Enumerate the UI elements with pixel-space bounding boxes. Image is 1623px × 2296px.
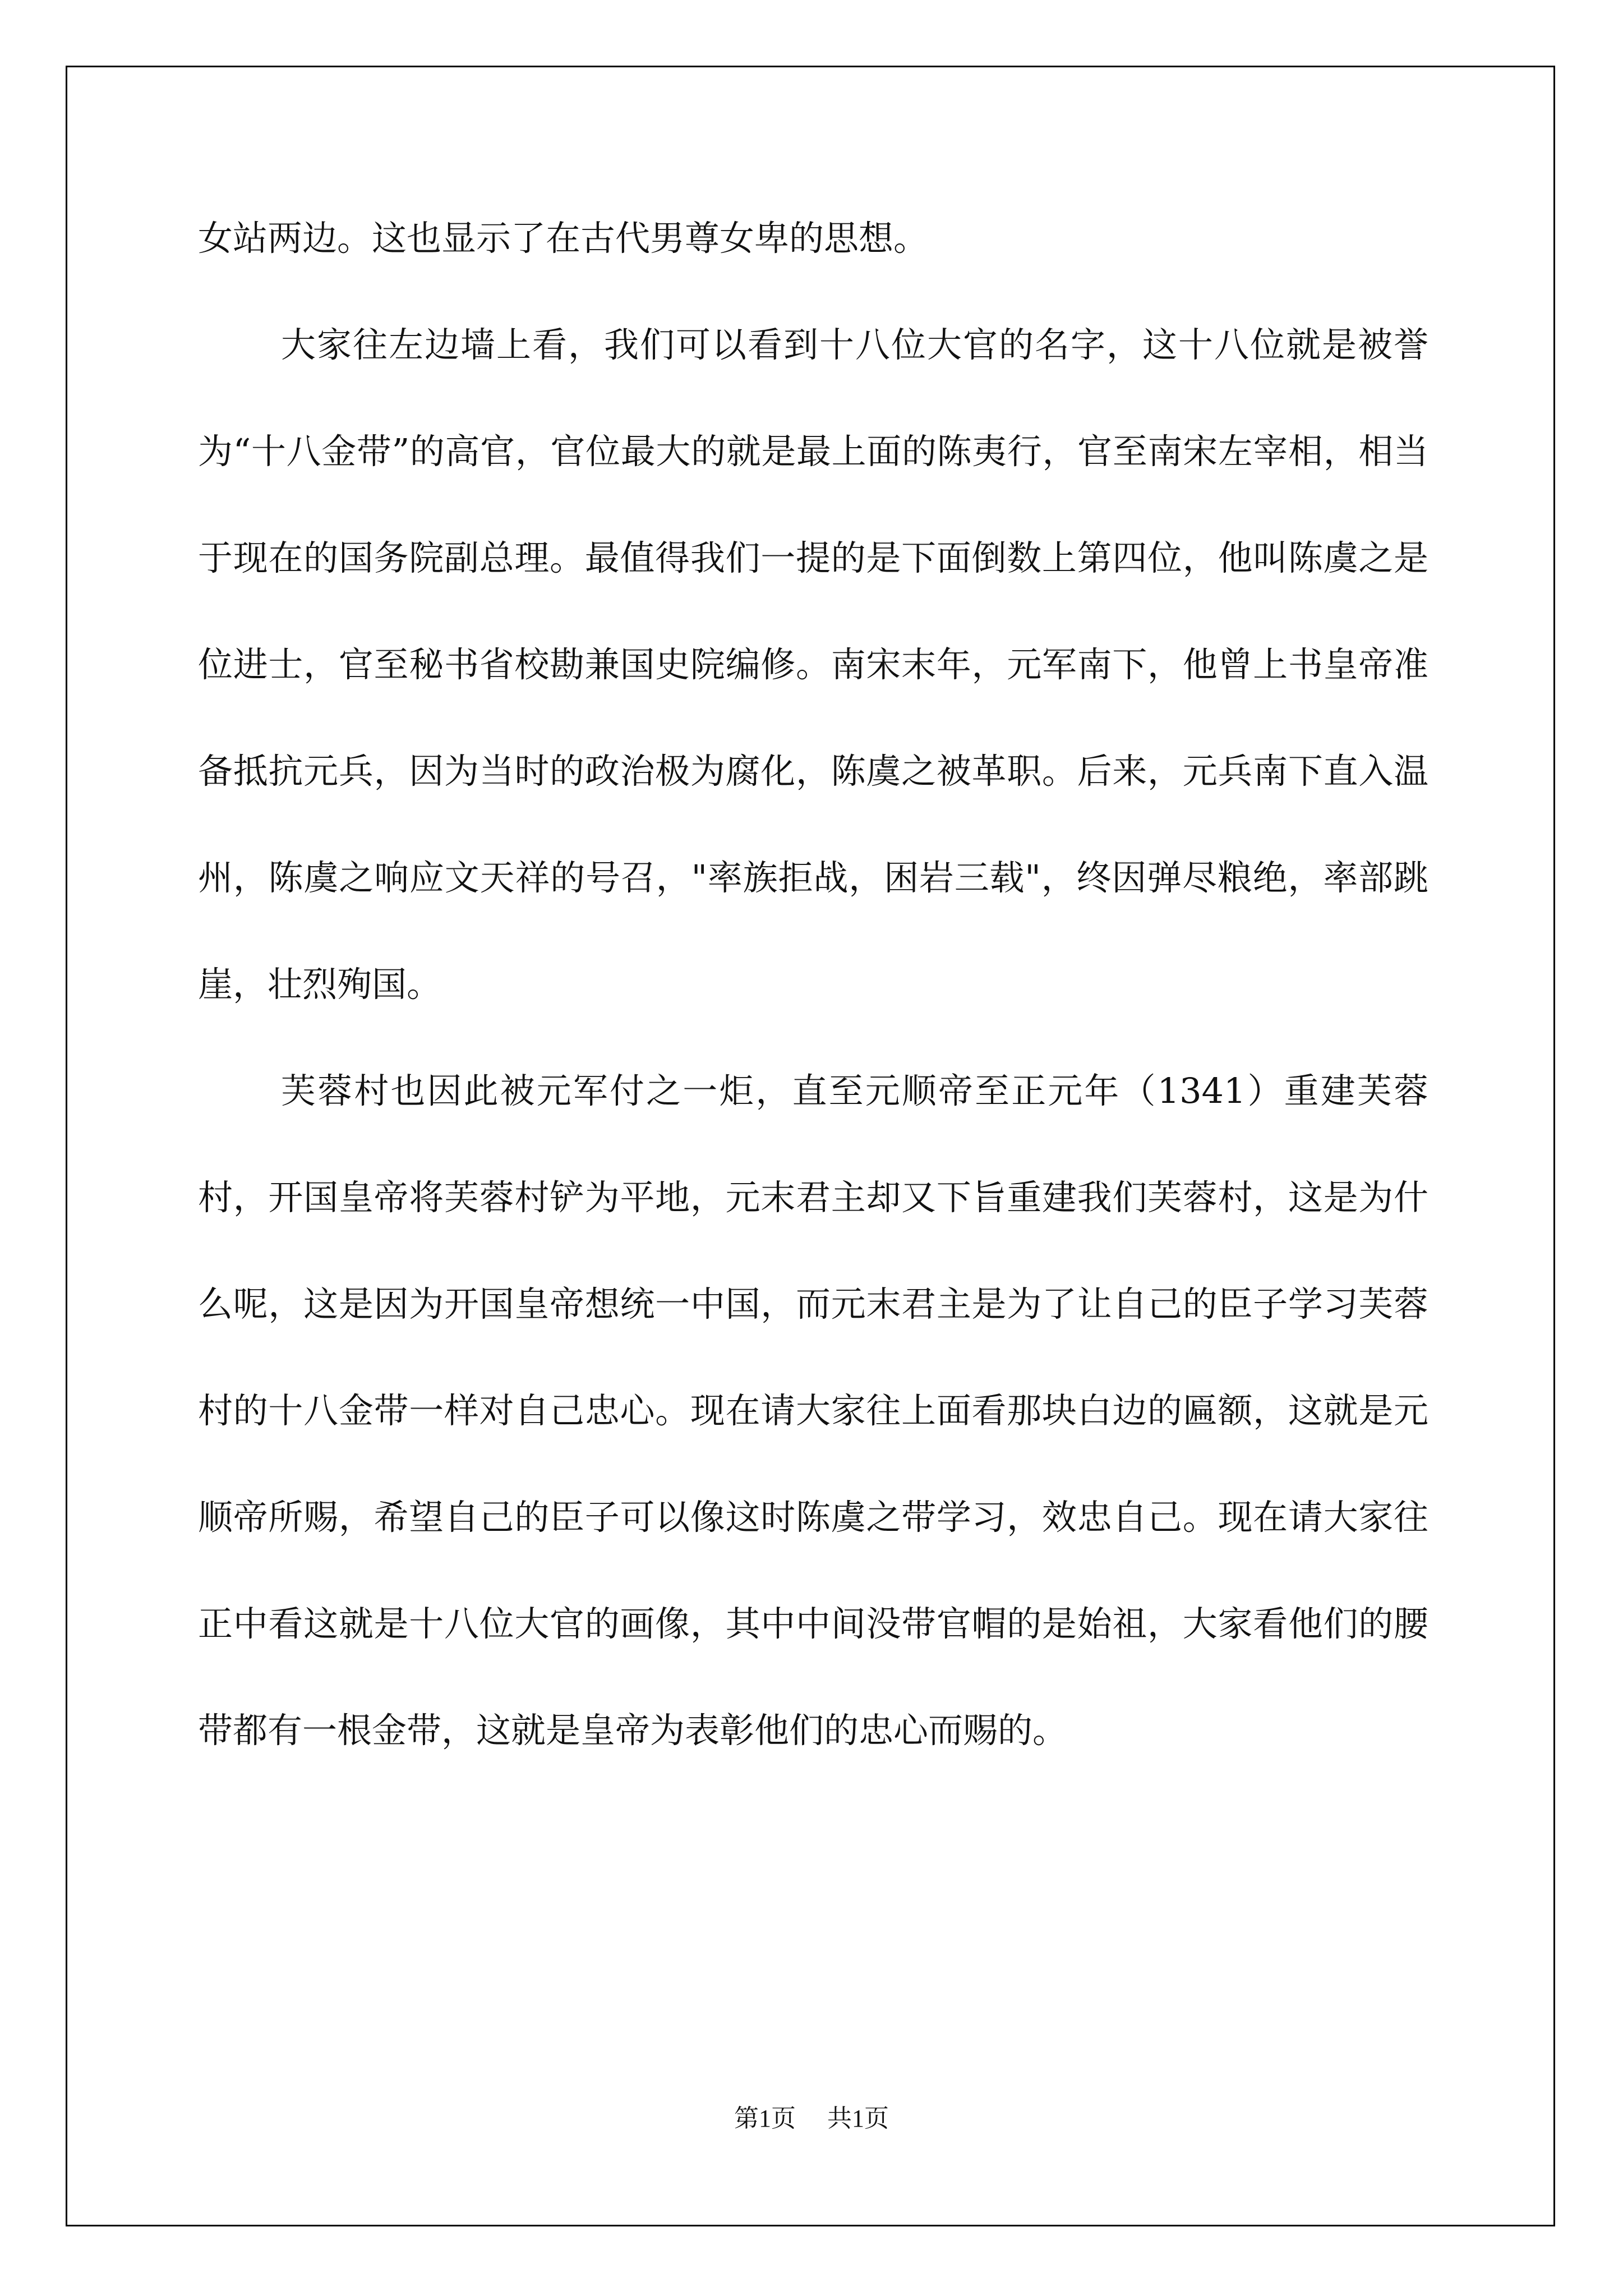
paragraph-2: 大家往左边墙上看，我们可以看到十八位大官的名字，这十八位就是被誉为“十八金带”的高官，官位最大的就是最上面的陈夷行，官至南宋左宰相，相当于现在的国务院副总理。最值得我们一提的是下面倒数上第四位，他叫陈虞之是位进士，官至秘书省校勘兼国史院编修。南宋末年，元军南下，他曾上书皇帝准备抵抗元兵，因为当时的政治极为腐化，陈虞之被革职。后来，元兵南下直入温州，陈虞之响应文天祥的号召，"率族拒战，困岩三载"，终因弹尽粮绝，率部跳崖，壮烈殉国。 [198, 324, 1428, 1005]
page-footer [0, 2098, 1623, 2134]
paragraph-1: 女站两边。这也显示了在古代男尊女卑的思想。 [198, 218, 929, 259]
paragraph-3: 芙蓉村也因此被元军付之一炬，直至元顺帝至正元年（1341）重建芙蓉村，开国皇帝将芙蓉村铲为平地，元末君主却又下旨重建我们芙蓉村，这是为什么呢，这是因为开国皇帝想统一中国，而元末君主是为了让自己的臣子学习芙蓉村的十八金带一样对自己忠心。现在请大家往上面看那块白边的匾额，这就是元顺帝所赐，希望自己的臣子可以像这时陈虞之带学习，效忠自己。现在请大家往正中看这就是十八位大官的画像，其中中间没带官帽的是始祖，大家看他们的腰带都有一根金带，这就是皇帝为表彰他们的忠心而赐的。 [198, 1070, 1428, 1751]
page-number: 第1页 [734, 2105, 796, 2132]
page-total: 共1页 [827, 2105, 889, 2132]
document-body [198, 185, 1428, 1784]
